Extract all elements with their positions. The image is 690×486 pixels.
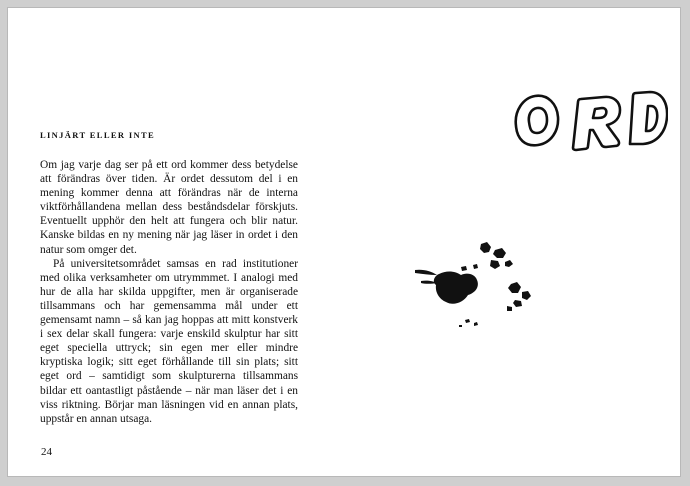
ord-outline-lettering [478,86,668,164]
text-column [40,130,298,426]
section-heading: LINJÄRT ELLER INTE [40,130,156,140]
document-page [8,8,680,476]
paragraph-1: Om jag varje dag ser på ett ord kommer dess betydelse att förändras över tiden. Är ordet dessutom del i en mening kommer denna att förändras när de interna viktförhållandena mellan dess beståndsdelar förskjuts. Eventuellt upphör den helt att fungera och blir natur. Kanske bildas en ny mening när jag läser in ordet i den natur som omger det. [40,159,298,256]
paragraph-2: På universitetsområdet samsas en rad institutioner med olika verksamheter om utrymmmet. I analogi med hur de alla har skilda uppgifter, men är organiserade tillsammans och har gemensamma mål under ett gemensamt namn – så kan jag hoppas att mitt konstverk i sex delar skall fungera: varje enskild skulptur har sitt eget speciella uttryck; sin egen mer eller mindre kryptiska logik; sitt eget förhållande till sin plats; sitt eget ord – samtidigt som skulpturerna tillsammans bildar ett oantastligt påstående – när man läser det i en viss riktning. Börjar man läsningen vid en annan plats, uppstår en annan utsaga. [40,257,298,425]
island-ink-shapes [403,240,563,350]
page-number: 24 [41,446,52,458]
